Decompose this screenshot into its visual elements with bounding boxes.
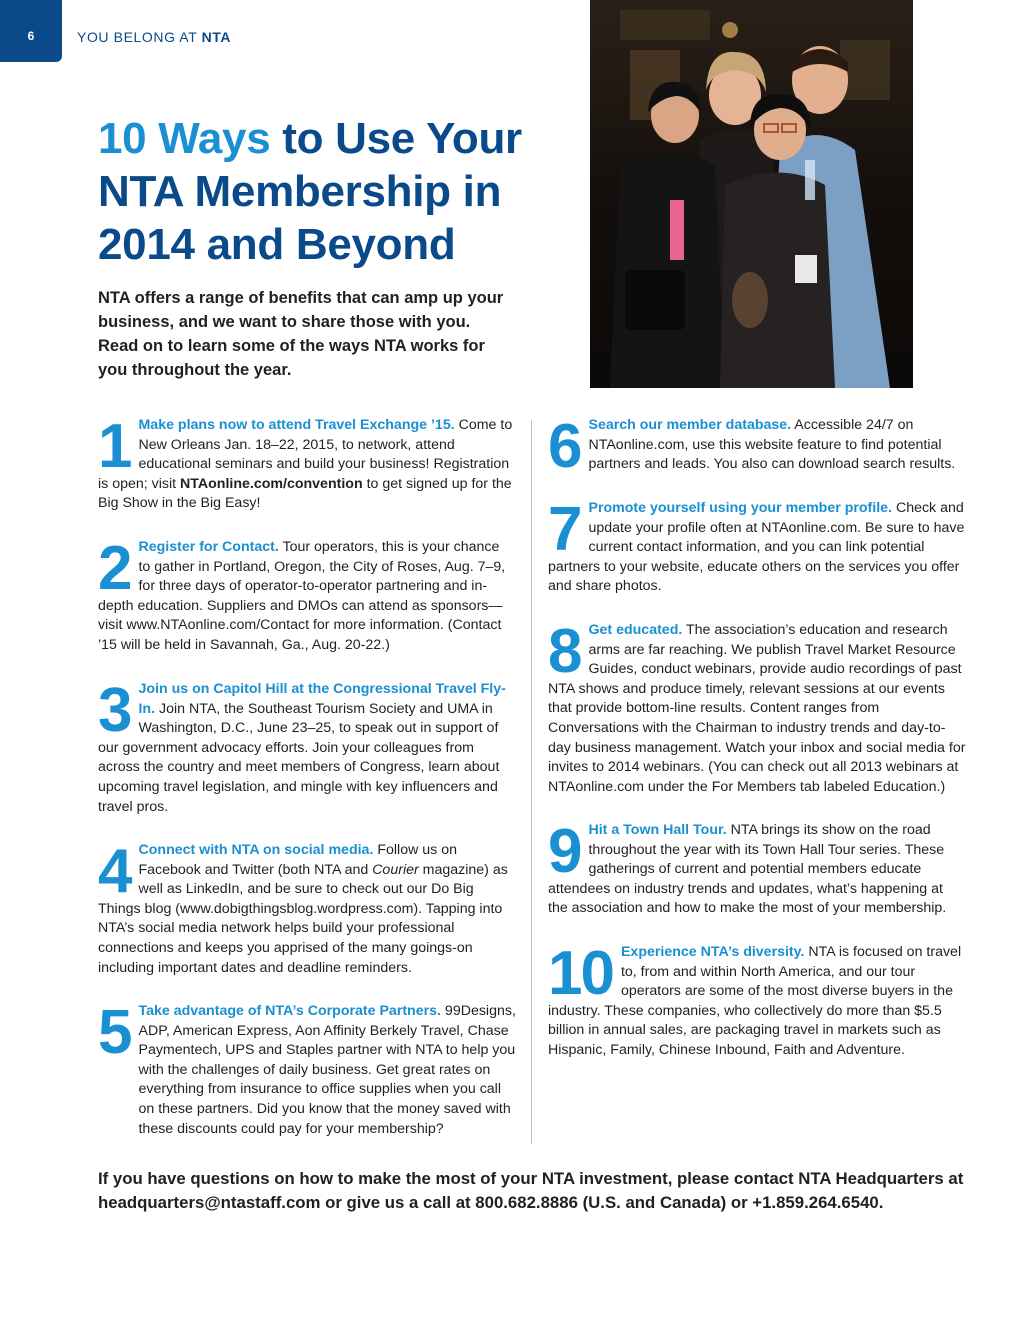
tip-number: 5 xyxy=(98,998,131,1067)
tip-body: Come to New Orleans Jan. 18–22, 2015, to network, attend educational seminars and build your business! Registration is open; visit xyxy=(98,417,513,492)
tip-link: NTAonline.com/convention xyxy=(180,475,363,492)
tip-heading: Search our member database. xyxy=(588,417,792,433)
group-photo xyxy=(590,0,913,388)
tip-body: 99Designs, ADP, American Express, Aon Affinity Berkely Travel, Chase Paymentech, UPS and Staples partner with NTA to help you with the challenges of daily business. Get great rates on everything from insurance to office supplies when you call on these partners. Did you know that the money saved with these discounts could pay for your membership? xyxy=(138,1003,516,1137)
page-number: 6 xyxy=(27,29,35,43)
tip-heading: Promote yourself using your member profile. xyxy=(588,500,892,516)
tip-6 xyxy=(548,412,968,481)
tip-heading: Connect with NTA on social media. xyxy=(138,842,374,858)
tip-number: 2 xyxy=(98,534,131,603)
tip-body: Tour operators, this is your chance to gather in Portland, Oregon, the City of Roses, Aug. 7–9, for three days of operator-to-operator partnering and in-depth education. Suppliers and DMOs can attend as sponsors—visit www.NTAonline.com/Contact for more information. (Contact ’15 will be held in Savannah, Ga., Aug. 20-22.) xyxy=(98,539,506,653)
tip-italic: Courier xyxy=(372,861,419,878)
tip-7 xyxy=(548,495,966,597)
tip-3 xyxy=(98,676,508,817)
tip-body: Check and update your profile often at NTAonline.com. Be sure to have current contact information, and you can link potential partners to your website, educate others on the services you offer and share photos. xyxy=(548,500,965,595)
contact-footer: If you have questions on how to make the most of your NTA investment, please contact NTA Headquarters at headquarters@ntastaff.com or give us a call at 800.682.8886 (U.S. and Canada) or +1.859.264.6540. xyxy=(98,1169,964,1212)
tip-number: 10 xyxy=(548,939,613,1008)
tip-number: 9 xyxy=(548,817,581,886)
tip-heading: Experience NTA’s diversity. xyxy=(620,944,805,960)
title-accent: 10 Ways xyxy=(98,114,271,163)
tip-body: The association’s education and research arms are far reaching. We publish Travel Market Resource Guides, conduct webinars, provide audio recordings of past NTA shows and produce timely, relevant sessions at our events that provide bottom-line results. Content ranges from Conversations with the Chairman to industry trends and day-to-day business management. Watch your inbox and social media for invites to 2014 webinars. (You can check out all 2013 webinars at NTAonline.com under the For Members tab labeled Education.) xyxy=(548,622,966,795)
intro-paragraph: NTA offers a range of benefits that can amp up your business, and we want to share those with you. Read on to learn some of the ways NTA works for you throughout the year. xyxy=(98,289,504,379)
running-head-prefix: YOU BELONG AT xyxy=(77,29,202,45)
tip-heading: Hit a Town Hall Tour. xyxy=(588,822,727,838)
tip-heading: Register for Contact. xyxy=(138,539,279,555)
tip-10 xyxy=(548,939,970,1061)
tip-1 xyxy=(98,412,520,514)
page-title xyxy=(98,112,578,271)
tip-heading: Make plans now to attend Travel Exchange ’15. xyxy=(138,417,455,433)
tip-body: Follow us on Facebook and Twitter (both NTA and xyxy=(138,842,457,878)
tip-5 xyxy=(98,998,516,1139)
tip-8 xyxy=(548,617,968,797)
running-head-brand: NTA xyxy=(201,29,232,45)
tip-heading: Take advantage of NTA’s Corporate Partners. xyxy=(138,1003,441,1019)
tip-body: Accessible 24/7 on NTAonline.com, use this website feature to find potential partners and leads. You also can download search results. xyxy=(588,417,956,473)
tip-body: Join NTA, the Southeast Tourism Society and UMA in Washington, D.C., June 23–25, to speak out in support of our government advocacy efforts. Join your colleagues from across the country and meet members of Congress, learn about upcoming travel legislation, and mingle with key influencers and travel pros. xyxy=(98,700,500,815)
tip-number: 8 xyxy=(548,617,581,686)
tip-heading: Get educated. xyxy=(588,622,683,638)
column-divider xyxy=(531,420,532,1144)
tip-body-cont: to get signed up for the Big Show in the Big Easy! xyxy=(98,475,512,512)
tip-heading: Join us on Capitol Hill at the Congressional Travel Fly-In. xyxy=(138,681,506,717)
tip-body: NTA brings its show on the road throughout the year with its Town Hall Tour series. These gatherings of current and potential members educate attendees on industry trends and updates, what’s happening at the association and how to make the most of your membership. xyxy=(548,822,947,917)
tip-body: NTA is focused on travel to, from and within North America, and our tour operators are some of the most diverse buyers in the industry. These companies, who collectively do more than $5.5 billion in annual sales, are packaging travel in markets such as Hispanic, Family, Chinese Inbound, Faith and Adventure. xyxy=(548,944,962,1058)
running-head xyxy=(77,29,231,45)
tip-number: 6 xyxy=(548,412,581,481)
tip-number: 7 xyxy=(548,495,581,564)
tip-number: 3 xyxy=(98,676,131,745)
page-number-tab xyxy=(0,0,62,62)
tip-2 xyxy=(98,534,508,656)
tip-body-cont: magazine) as well as LinkedIn, and be sure to check out our Do Big Things blog (www.dobigthingsblog.wordpress.com). Tapping into NTA’s social media network helps build your professional connections and keeps you apprised of the many goings-on including important dates and deadline reminders. xyxy=(98,861,508,976)
tip-number: 1 xyxy=(98,412,131,481)
tip-number: 4 xyxy=(98,837,131,906)
tip-4 xyxy=(98,837,512,978)
group-photo-illustration xyxy=(590,0,913,388)
title-rest: to Use Your NTA Membership in 2014 and Beyond xyxy=(98,114,522,269)
tip-9 xyxy=(548,817,956,919)
